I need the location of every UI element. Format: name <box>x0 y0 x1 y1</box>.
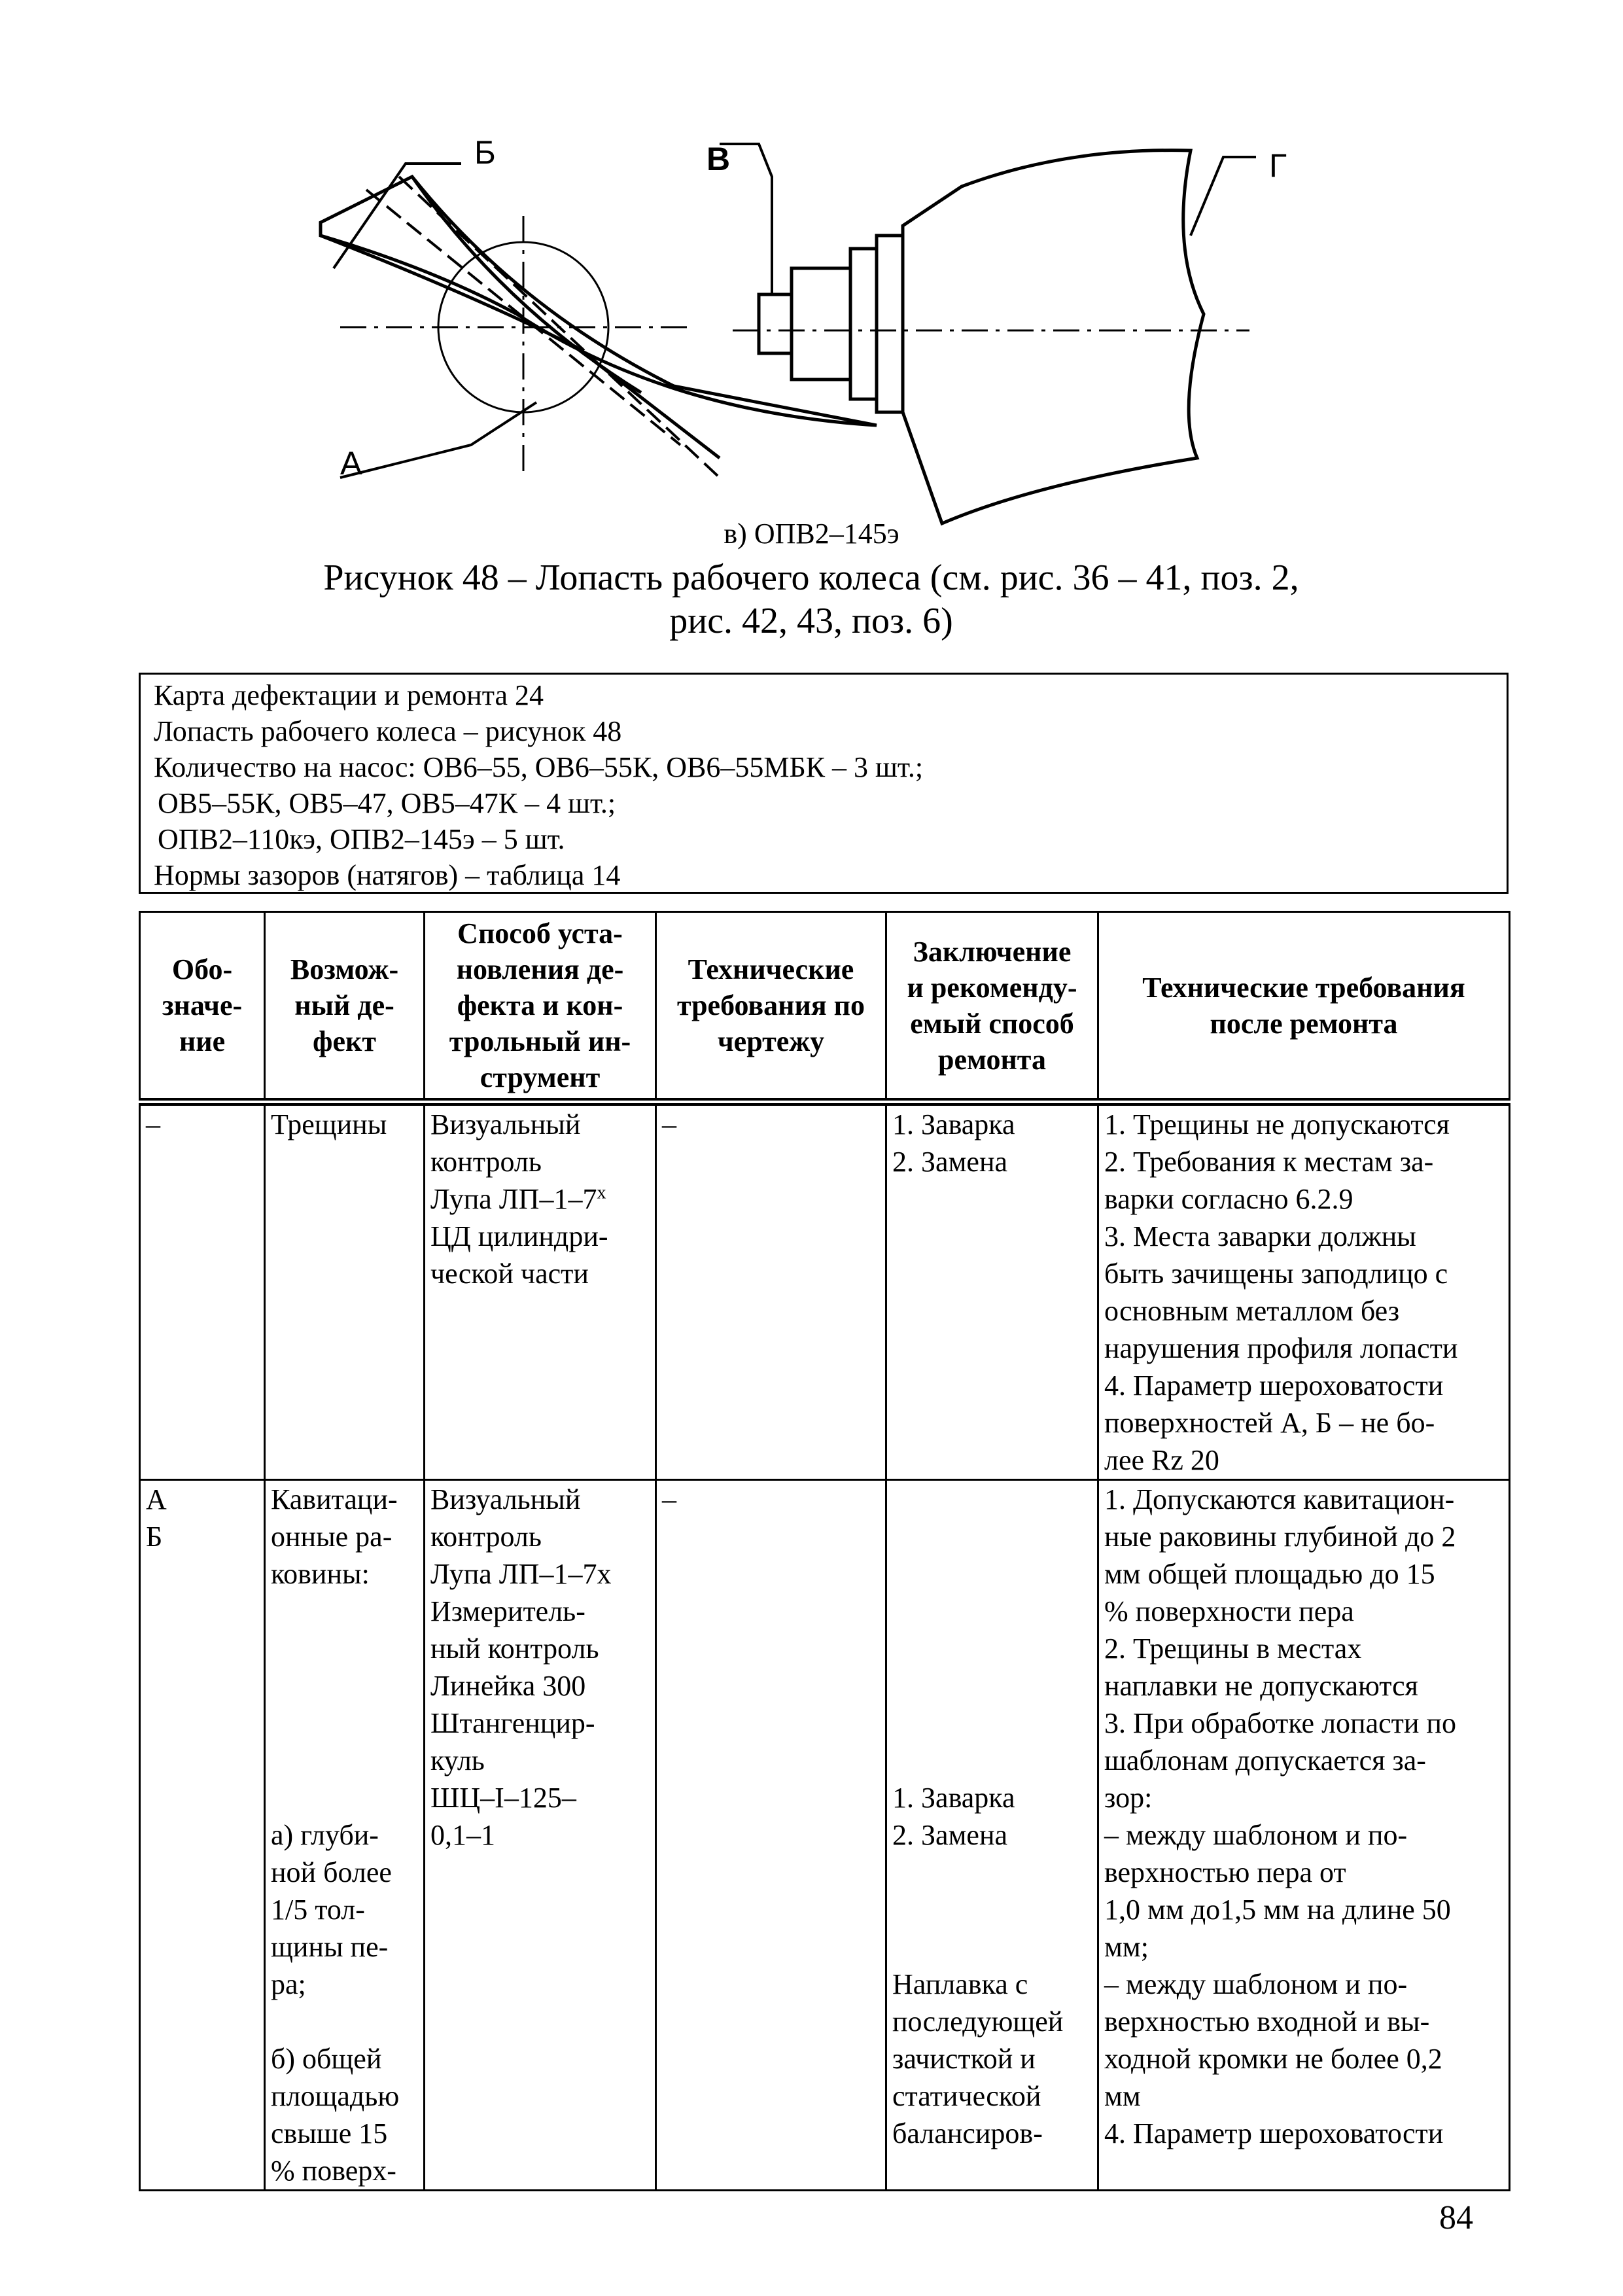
cell-method <box>425 1480 656 2191</box>
text-line: 2. Замена <box>892 1819 1008 1851</box>
text-line: верхностью пера от <box>1104 1856 1346 1888</box>
label-g: Г <box>1269 147 1287 184</box>
header-method <box>425 912 656 1103</box>
cell-method <box>425 1102 656 1480</box>
cell-conclusion <box>886 1102 1098 1480</box>
text-line: ходной кромки не более 0,2 <box>1104 2043 1442 2075</box>
text-line: шаблонам допускается за- <box>1104 1744 1426 1776</box>
text-line: ный де- <box>294 989 394 1021</box>
text-line: ный контроль <box>430 1633 599 1665</box>
text-line: А <box>146 1483 167 1515</box>
text-line: мм общей площадью до 15 <box>1104 1558 1435 1590</box>
card-line-6: Нормы зазоров (натягов) – таблица 14 <box>154 859 621 891</box>
method-line: ческой части <box>430 1258 589 1290</box>
text-line: а) глуби- <box>271 1819 379 1851</box>
cell-defect <box>265 1480 425 2191</box>
text-line: фект <box>313 1025 376 1057</box>
text-line: свыше 15 <box>271 2117 388 2149</box>
text-line: фекта и кон- <box>457 989 623 1021</box>
text-line: варки согласно 6.2.9 <box>1104 1183 1353 1215</box>
text-line: 1,0 мм до1,5 мм на длине 50 <box>1104 1894 1451 1926</box>
text-line: б) общей <box>271 2043 382 2075</box>
text-line: ремонта <box>938 1043 1046 1076</box>
text-line: онные ра- <box>271 1521 393 1553</box>
card-line-5: ОПВ2–110кэ, ОПВ2–145э – 5 шт. <box>158 823 565 855</box>
cell-tech-req-after <box>1098 1102 1510 1480</box>
method-line: Лупа $ЛП-1-7^х$ <box>430 1182 606 1215</box>
right-blade <box>903 150 1204 523</box>
header-defect <box>265 912 425 1103</box>
text-line: быть зачищены заподлицо с <box>1104 1258 1448 1290</box>
cell-tech-req-after <box>1098 1480 1510 2191</box>
text-line: Визуальный <box>430 1483 581 1515</box>
text-line: Б <box>146 1521 163 1553</box>
text-line: ние <box>179 1025 226 1057</box>
cell-designation <box>140 1102 265 1480</box>
cell-designation <box>140 1480 265 2191</box>
text-line: 1/5 тол- <box>271 1894 365 1926</box>
text-line: новления де- <box>456 953 624 985</box>
cell-tech-req-drawing <box>656 1480 886 2191</box>
table-row <box>140 1102 1510 1480</box>
table-row <box>140 1480 1510 2191</box>
text-line: ШЦ–I–125– <box>430 1782 576 1814</box>
text-line: трольный ин- <box>449 1025 631 1057</box>
text-line: 1. Допускаются кавитацион- <box>1104 1483 1455 1515</box>
text-line: – <box>662 1483 676 1515</box>
card-line-4: ОВ5–55К, ОВ5–47, ОВ5–47К – 4 шт.; <box>158 787 616 819</box>
text-line: Технические требования <box>1142 971 1465 1004</box>
text-line: и рекоменду- <box>907 971 1077 1004</box>
defect-table <box>139 911 1510 2191</box>
text-line: наплавки не допускаются <box>1104 1670 1418 1702</box>
text-line: % поверхности пера <box>1104 1595 1354 1627</box>
label-b: Б <box>474 137 496 171</box>
text-line: 4. Параметр шероховатости <box>1104 2117 1444 2149</box>
text-line: Трещины <box>271 1108 387 1140</box>
text-line: струмент <box>480 1061 601 1093</box>
card-line-3: Количество на насос: ОВ6–55, ОВ6–55К, ОВ6–55МБК – 3 шт.; <box>154 751 924 783</box>
cell-conclusion <box>886 1480 1098 2191</box>
header-conclusion <box>886 912 1098 1103</box>
page-number: 84 <box>1439 2199 1473 2236</box>
text-line: значе- <box>162 989 243 1021</box>
text-line: ные раковины глубиной до 2 <box>1104 1521 1456 1553</box>
text-line: Способ уста- <box>457 917 623 949</box>
cell-defect <box>265 1102 425 1480</box>
blade-edge <box>321 236 720 458</box>
text-line: зор: <box>1104 1782 1153 1814</box>
text-line: контроль <box>430 1521 542 1553</box>
text-line: 1. Заварка <box>892 1108 1015 1140</box>
text-line: площадью <box>271 2080 400 2112</box>
text-line: балансиров- <box>892 2117 1043 2149</box>
text-line: нарушения профиля лопасти <box>1104 1332 1458 1364</box>
label-v: В <box>707 141 731 177</box>
header-tech-req-drawing <box>656 912 886 1103</box>
text-line: Лупа ЛП–1–7х <box>430 1558 612 1590</box>
text-line: Измеритель- <box>430 1595 585 1627</box>
defect-card <box>139 673 1509 894</box>
text-line: куль <box>430 1744 485 1776</box>
text-line: щины пе- <box>271 1931 389 1963</box>
card-line-1: Карта дефектации и ремонта 24 <box>154 679 544 711</box>
text-line: – <box>662 1108 676 1140</box>
text-line: поверхностей А, Б – не бо- <box>1104 1407 1435 1439</box>
text-line: ной более <box>271 1856 392 1888</box>
figure-caption <box>196 556 1426 643</box>
text-line: 2. Замена <box>892 1146 1008 1178</box>
text-line: статической <box>892 2080 1041 2112</box>
text-line: 3. Места заварки должны <box>1104 1220 1416 1252</box>
text-line: % поверх- <box>271 2155 396 2187</box>
header-tech-req-after <box>1098 912 1510 1103</box>
text-line: верхностью входной и вы- <box>1104 2005 1430 2038</box>
text-line: 1. Трещины не допускаются <box>1104 1108 1450 1140</box>
text-line: – между шаблоном и по- <box>1104 1819 1408 1851</box>
text-line: основным металлом без <box>1104 1295 1400 1327</box>
text-line: 1. Заварка <box>892 1782 1015 1814</box>
text-line: последующей <box>892 2005 1064 2038</box>
text-line: мм; <box>1104 1931 1149 1963</box>
text-line: лее Rz 20 <box>1104 1444 1219 1476</box>
header-designation <box>140 912 265 1103</box>
text-line: 2. Требования к местам за- <box>1104 1146 1434 1178</box>
method-line: Визуальный <box>430 1108 581 1140</box>
text-line: 4. Параметр шероховатости <box>1104 1369 1444 1402</box>
text-line: 2. Трещины в местах <box>1104 1633 1362 1665</box>
text-line: Заключение <box>913 935 1072 968</box>
text-line: ра; <box>271 1968 306 2000</box>
figure-blade <box>301 137 1361 530</box>
text-line: емый способ <box>910 1007 1074 1040</box>
text-line: – <box>146 1108 160 1140</box>
text-line: Кавитаци- <box>271 1483 398 1515</box>
text-line: 0,1–1 <box>430 1819 495 1851</box>
figure-subcaption: в) ОПВ2–145э <box>724 518 899 550</box>
method-line: контроль <box>430 1146 542 1178</box>
card-line-2: Лопасть рабочего колеса – рисунок 48 <box>154 715 622 747</box>
cell-tech-req-drawing <box>656 1102 886 1480</box>
text-line: Линейка 300 <box>430 1670 586 1702</box>
text-line: 3. При обработке лопасти по <box>1104 1707 1456 1739</box>
text-line: Обо- <box>171 953 233 985</box>
text-line: зачисткой и <box>892 2043 1036 2075</box>
text-line: Возмож- <box>290 953 399 985</box>
text-line: ковины: <box>271 1558 370 1590</box>
text-line: после ремонта <box>1210 1007 1398 1040</box>
caption-line-1: Рисунок 48 – Лопасть рабочего колеса (см. рис. 36 – 41, поз. 2, <box>323 557 1299 598</box>
table-header-row <box>140 912 1510 1103</box>
label-a: А <box>340 445 362 482</box>
text-line: Наплавка с <box>892 1968 1028 2000</box>
blade-edge-inner <box>412 177 641 393</box>
blade-drawing <box>301 137 1361 530</box>
superscript: х <box>597 1182 606 1203</box>
caption-line-2: рис. 42, 43, поз. 6) <box>669 601 953 641</box>
text-line: требования по <box>676 989 865 1021</box>
text-line: Штангенцир- <box>430 1707 595 1739</box>
text-line: Технические <box>688 953 854 985</box>
method-line: ЦД цилиндри- <box>430 1220 608 1252</box>
text-line: мм <box>1104 2080 1141 2112</box>
text-line: чертежу <box>717 1025 825 1057</box>
text-line: – между шаблоном и по- <box>1104 1968 1408 2000</box>
